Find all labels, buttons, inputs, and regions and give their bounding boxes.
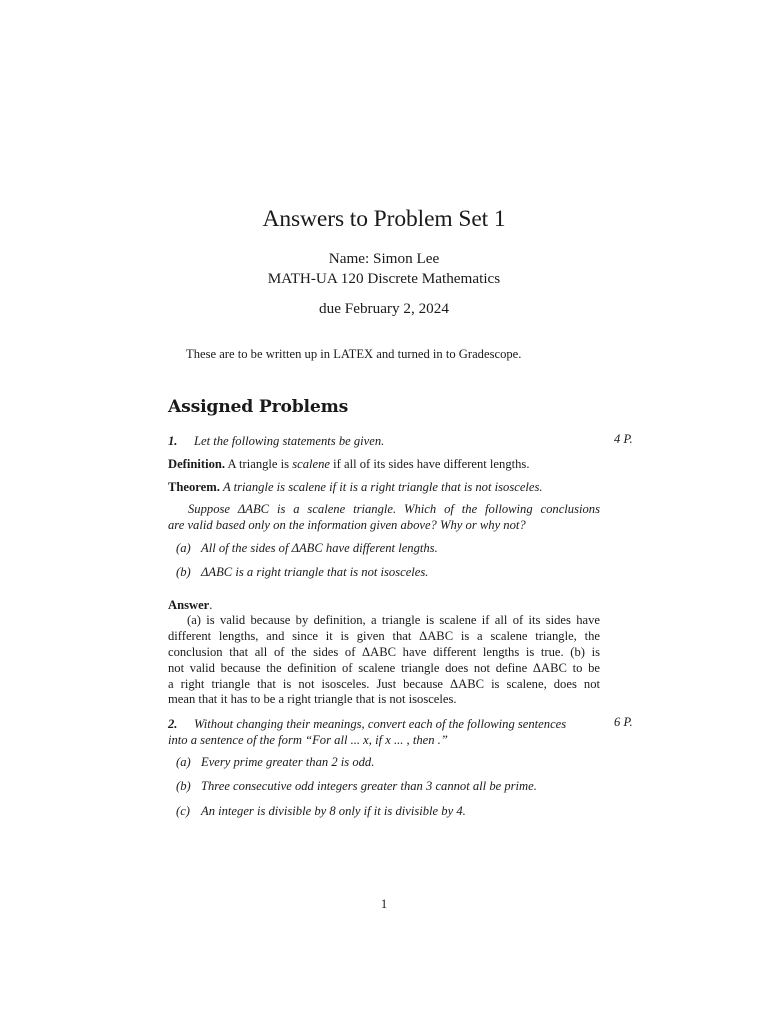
option-text: ΔABC is a right triangle that is not isosceles.: [201, 565, 429, 579]
theorem-text: A triangle is scalene if it is a right triangle that is not isosceles.: [223, 480, 543, 494]
option-text: Three consecutive odd integers greater than 3 cannot all be prime.: [201, 779, 537, 793]
course-name: MATH-UA 120 Discrete Mathematics: [267, 270, 501, 287]
problem-1-question-line-2: are valid based only on the information given above? Why or why not?: [168, 518, 526, 532]
problem-1-question-line-1: Suppose ΔABC is a scalene triangle. Which of the following conclusions: [188, 502, 600, 516]
option-label: (b): [176, 779, 191, 793]
problem-1-number: 1.: [168, 434, 178, 448]
definition-label: Definition.: [168, 457, 226, 471]
page-number: 1: [380, 897, 388, 911]
option-label: (a): [176, 755, 191, 769]
option-text: Every prime greater than 2 is odd.: [201, 755, 375, 769]
option-label: (b): [176, 565, 191, 579]
option-text: All of the sides of ΔABC have different lengths.: [201, 541, 438, 555]
definition-block: [168, 455, 600, 473]
intro-text-before: These are to be written up in: [186, 347, 331, 361]
problem-2-number: 2.: [168, 717, 178, 731]
answer-line-2: different lengths, and since it is given that ΔABC is a scalene triangle, the: [168, 629, 600, 643]
problem-2-option-b: [176, 777, 608, 795]
theorem-label: Theorem.: [168, 480, 220, 494]
intro-paragraph: [186, 345, 618, 363]
problem-2-text: Without changing their meanings, convert each of the following sentences: [194, 717, 567, 731]
problem-2-option-c: [176, 802, 608, 820]
latex-logo: LATEX: [333, 347, 374, 361]
option-label: (c): [176, 804, 190, 818]
answer-line-6: mean that it has to be a right triangle that is not isosceles.: [168, 692, 457, 706]
problem-1-text: Let the following statements be given.: [194, 434, 385, 448]
answer-line-1: (a) is valid because by definition, a triangle is scalene if all of its sides have: [187, 613, 600, 627]
section-heading: Assigned Problems: [168, 397, 349, 417]
problem-1-statement: [168, 432, 600, 450]
answer-line-5: a right triangle that is not isosceles. Just because ΔABC is scalene, does not: [168, 677, 600, 691]
author-name: Name: Simon Lee: [328, 250, 440, 267]
problem-2-statement-line-2: into a sentence of the form “For all ... x, if x ... , then .”: [168, 733, 448, 747]
option-text: An integer is divisible by 8 only if it is divisible by 4.: [201, 804, 466, 818]
definition-text-post: if all of its sides have different lengths.: [333, 457, 530, 471]
option-label: (a): [176, 541, 191, 555]
problem-1-option-b: [176, 563, 608, 581]
answer-heading: Answer.: [168, 598, 213, 612]
intro-text-after: and turned in to Gradescope.: [376, 347, 522, 361]
theorem-block: [168, 478, 600, 496]
definition-term: scalene: [292, 457, 330, 471]
due-date: due February 2, 2024: [319, 300, 449, 317]
answer-line-3: conclusion that all of the sides of ΔABC have different lengths is true. (b) is: [168, 645, 600, 659]
definition-text-pre: A triangle is: [227, 457, 290, 471]
answer-label: Answer: [168, 598, 210, 612]
problem-2-points: 6 P.: [614, 715, 633, 729]
answer-line-4: not valid because the definition of scalene triangle does not define ΔABC to be: [168, 661, 600, 675]
problem-1-option-a: [176, 539, 608, 557]
problem-2-option-a: [176, 753, 608, 771]
problem-1-points: 4 P.: [614, 432, 633, 446]
document-title: Answers to Problem Set 1: [262, 206, 506, 232]
